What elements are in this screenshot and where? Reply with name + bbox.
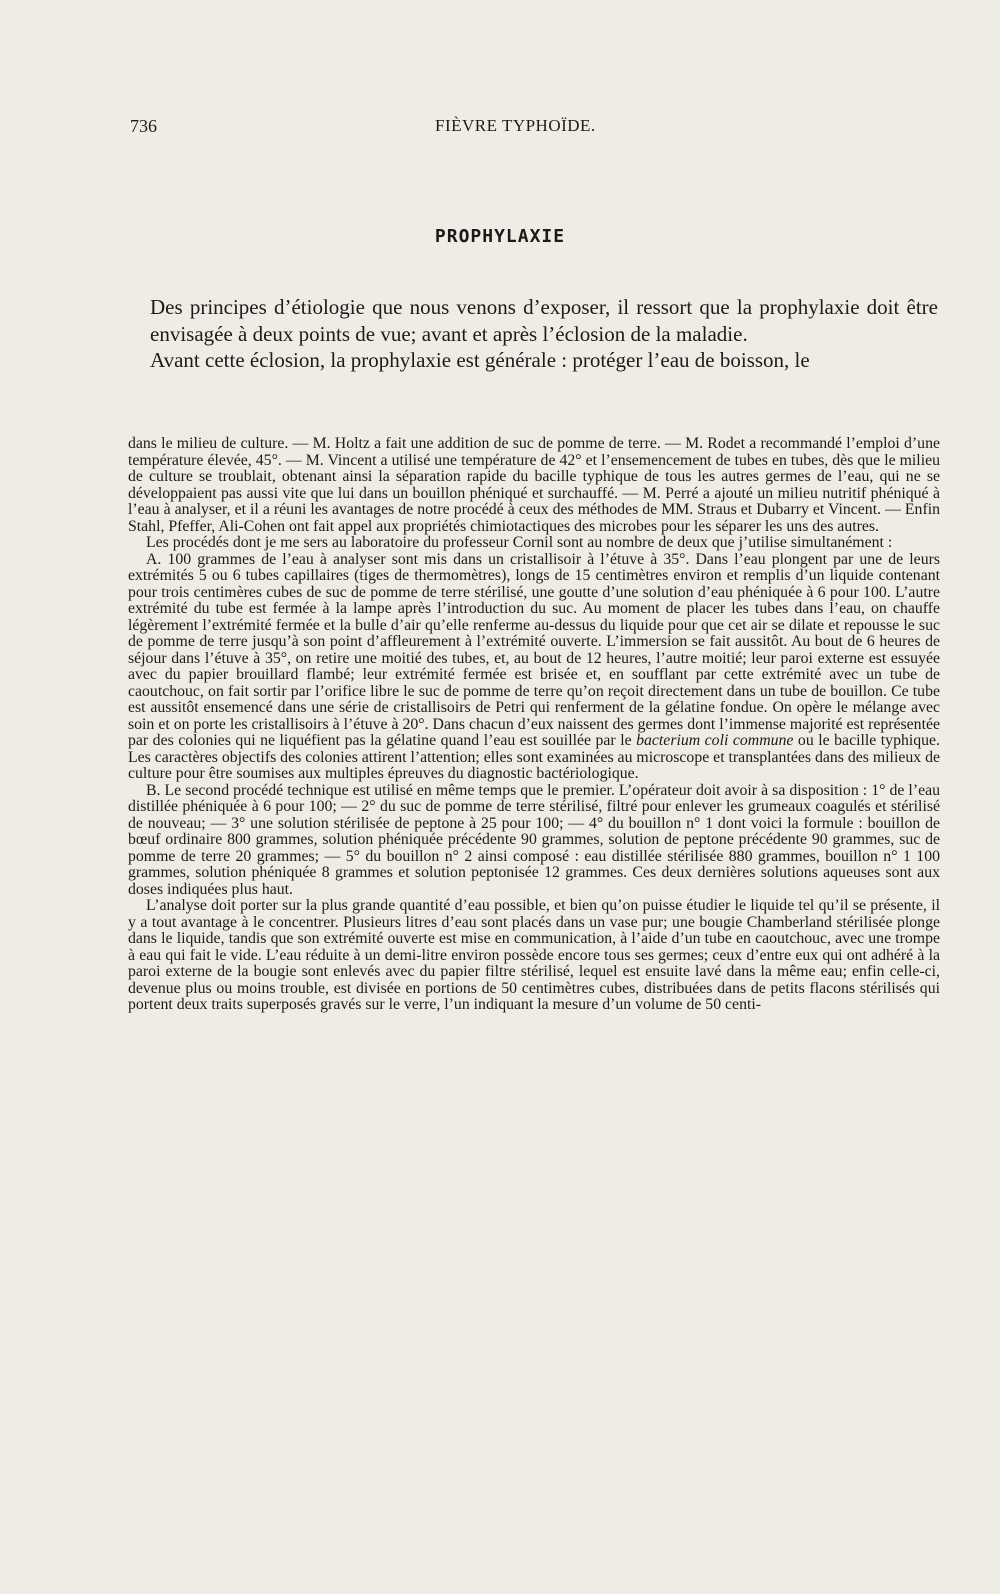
note-paragraph-2: Les procédés dont je me sers au laboratoire du professeur Cornil sont au nombre de deux que j’utilise simultanément :	[146, 534, 893, 551]
note-paragraph-3-text-a: A. 100 grammes de l’eau à analyser sont mis dans un cristallisoir à l’étuve à 35°. Dans l’eau plongent par une de leurs extrémités 5 ou 6 tubes capillaires (tiges de thermomètres), longs de 15 centimètres environ et remplis d’un liquide contenant pour trois centimères cubes de suc de pomme de terre stérilisé, une goutte d’une solution d’eau phéniquée à 6 pour 100. L’autre extrémité du tube est fermée à la lampe après l’introduction du suc. Au moment de placer les tubes dans l’eau, on chauffe légèrement l’extrémité fermée et la bulle d’air qu’elle renferme au-dessus du liquide pour que cet air se dilate et repousse le suc de pomme de terre jusqu’à son point d’affleurement à l’extrémité ouverte. L’immersion se fait aussitôt. Au bout de 6 heures de séjour dans l’étuve à 35°, on retire une moitié des tubes, et, au bout de 12 heures, l’autre moitié; leur paroi externe est essuyée avec du papier brouillard flambé; leur extrémité fermée est brisée et, en soufflant par cette extrémité avec un tube de caoutchouc, on fait sortir par l’orifice libre le suc de pomme de terre qu’on reçoit directement dans un tube de bouillon. Ce tube est aussitôt ensemencé dans une série de cristallisoirs de Petri qui renferment de la gélatine fondue. On opère le mélange avec soin et on porte les cristallisoirs à l’étuve à 20°. Dans chacun d’eux naissent des germes dont l’immense majorité est représentée par des colonies qui ne liquéfient pas la gélatine quand l’eau est souillée par le	[128, 550, 940, 749]
note-paragraph-1: dans le milieu de culture. — M. Holtz a fait une addition de suc de pomme de terre. — M. Rodet a recommandé l’emploi d’une température élevée, 45°. — M. Vincent a utilisé une température de 42° et l’ensemencement de tubes en tubes, dès que le milieu de culture se troublait, obtenant ainsi la séparation rapide du bacille typhique de tous les autres germes de l’eau, qui ne se développaient pas aussi vite que lui dans un bouillon phéniqué et surchauffé. — M. Perré a ajouté un milieu nutritif phéniqué à l’eau à analyser, et il a réuni les avantages de notre procédé à ceux des méthodes de MM. Straus et Dubarry et Vincent. — Enfin Stahl, Pfeffer, Ali-Cohen ont fait appel aux propriétés chimiotactiques des microbes pour les séparer les uns des autres.	[128, 435, 940, 535]
note-paragraph-3-italic: bacterium coli commune	[636, 732, 794, 749]
footnote-block	[128, 436, 940, 1014]
page-number: 736	[130, 116, 157, 136]
running-head	[130, 116, 930, 142]
intro-text	[150, 294, 938, 374]
intro-paragraph-2: Avant cette éclosion, la prophylaxie est générale : protéger l’eau de boisson, le	[150, 348, 810, 372]
note-paragraph-5: L’analyse doit porter sur la plus grande quantité d’eau possible, et bien qu’on puisse étudier le liquide tel qu’il se présente, il y a tout avantage à le concentrer. Plusieurs litres d’eau sont placés dans un vase pur; une bougie Chamberland stérilisée plonge dans le liquide, tandis que son extrémité ouverte est mise en communication, à l’aide d’un tube en caoutchouc, avec une trompe à eau qui fait le vide. L’eau réduite à un demi-litre environ possède encore tous ses germes; ceux d’entre eux qui ont adhéré à la paroi externe de la bougie sont enlevés avec du papier filtre stérilisé, lequel est ensuite lavé dans la même eau; enfin celle-ci, devenue plus ou moins trouble, est divisée en portions de 50 centimètres cubes, distribuées dans de petits flacons stérilisés qui portent deux traits superposés gravés sur le verre, l’un indiquant la mesure d’un volume de 50 centi-	[128, 897, 940, 1013]
note-paragraph-3	[128, 552, 940, 783]
running-title: FIÈVRE TYPHOÏDE.	[435, 116, 596, 135]
section-title: PROPHYLAXIE	[434, 226, 566, 247]
note-paragraph-3-text-b: ou le bacille typhique. Les caractères objectifs des colonies attirent l’attention; elles sont examinées au microscope et transplantées dans des milieux de culture pour être soumises aux multiples épreuves du diagnostic bactériologique.	[128, 732, 941, 782]
intro-paragraph-1: Des principes d’étiologie que nous venons d’exposer, il ressort que la prophylaxie doit être envisagée à deux points de vue; avant et après l’éclosion de la maladie.	[150, 295, 938, 346]
note-paragraph-4: B. Le second procédé technique est utilisé en même temps que le premier. L’opérateur doit avoir à sa disposition : 1° de l’eau distillée phéniquée à 6 pour 100; — 2° du suc de pomme de terre stérilisé, filtré pour enlever les grumeaux coagulés et stérilisé de nouveau; — 3° une solution stérilisée de peptone à 25 pour 100; — 4° du bouillon n° 1 dont voici la formule : bouillon de bœuf ordinaire 800 grammes, solution phéniquée précédente 90 grammes, solution de peptone précédente 90 grammes, suc de pomme de terre 20 grammes; — 5° du bouillon n° 2 ainsi composé : eau distillée stérilisée 880 grammes, bouillon n° 1 100 grammes, solution phéniquée 8 grammes et solution peptonisée 12 grammes. Ces deux dernières solutions aqueuses sont aux doses indiquées plus haut.	[128, 781, 940, 898]
